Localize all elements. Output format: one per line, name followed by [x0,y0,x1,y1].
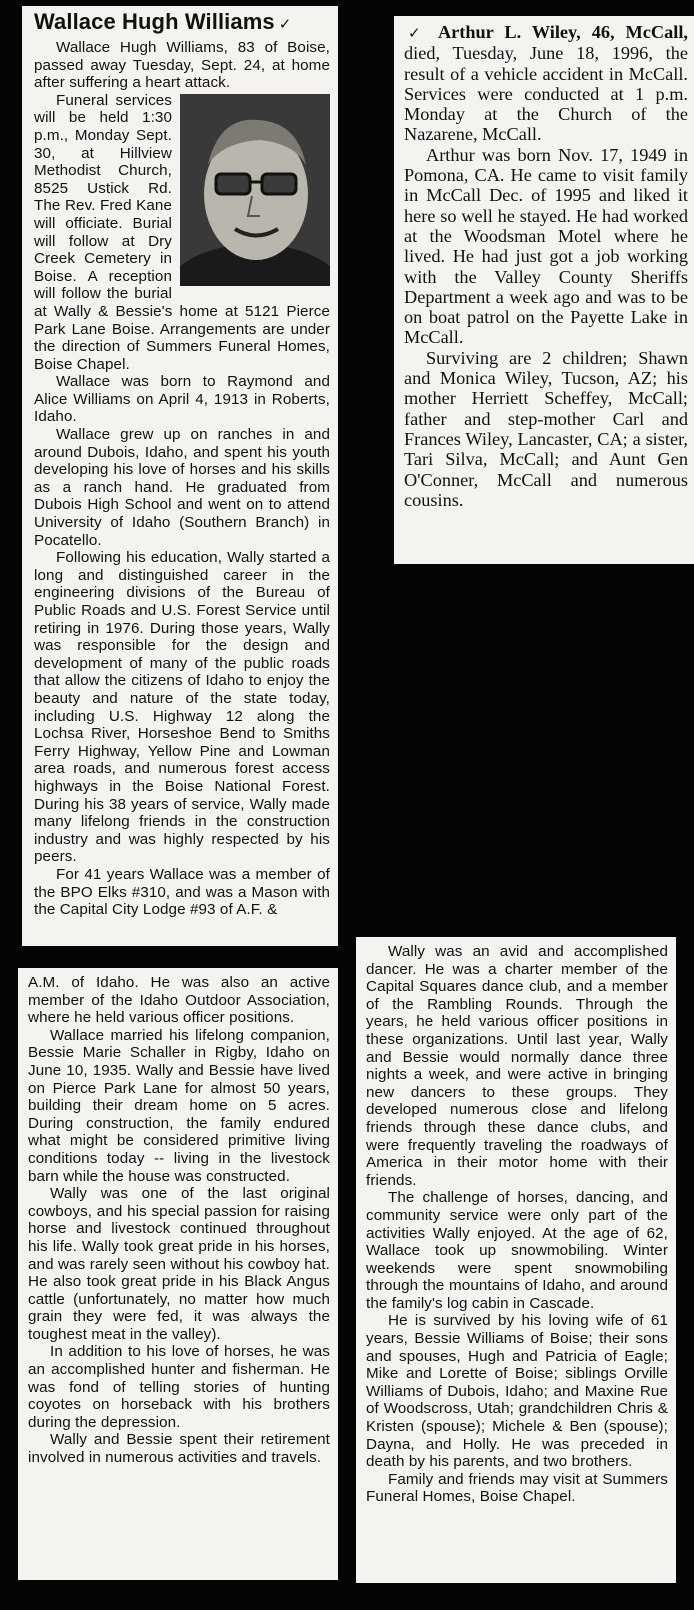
paragraph: Wally was one of the last original cowboys, and his special passion for raising horse and livestock continued throughout his life. Wally took great pride in his horses, and was rarely seen without his cowboy hat. He also took great pride in his Black Angus cattle (unfortunately, no matter how much grain they were fed, it was always the toughest meat in the valley). [28,1185,330,1343]
paragraph [404,22,688,145]
check-mark-icon: ✓ [278,15,292,33]
paragraph: A.M. of Idaho. He was also an active member of the Idaho Outdoor Association, where he held various officer positions. [28,974,330,1027]
paragraph: Following his education, Wally started a long and distinguished career in the engineering divisions of the Bureau of Public Roads and U.S. Forest Service until retiring in 1976. During those years, Wally was responsible for the design and development of many of the public roads that allow the citizens of Idaho to enjoy the beauty and nature of the state today, including U.S. Highway 12 along the Lochsa River, Horseshoe Bend to Smiths Ferry Highway, Yellow Pine and Lowman area roads, and numerous forest access highways in the Boise National Forest. During his 38 years of service, Wally made many lifelong friends in the construction industry and was highly respected by his peers. [34,549,330,866]
williams-clipping-part2 [18,968,338,1580]
paragraph-text: died, Tuesday, June 18, 1996, the result of a vehicle accident in McCall. Services were conducted at 1 p.m. Monday at the Church of the Nazarene, McCall. [404,43,688,145]
paragraph: Arthur was born Nov. 17, 1949 in Pomona, CA. He came to visit family in McCall Dec. of 1995 and liked it here so well he stayed. He had worked at the Woodsman Motel where he lived. He had just got a job working with the Valley County Sheriffs Department a week ago and was to be on boat patrol on the Payette Lake in McCall. [404,144,688,348]
wiley-clipping [394,16,694,564]
check-mark-icon: ✓ [408,24,427,42]
williams-clipping-part3 [356,937,676,1583]
paragraph: He is survived by his loving wife of 61 years, Bessie Williams of Boise; their sons and spouses, Hugh and Patricia of Eagle; Mike and Lorette of Boise; siblings Orville Williams of Dubois, Idaho; and Maxine Rue of Woodscross, Utah; grandchildren Chris & Kristen (spouse); Michele & Ben (spouse); Dayna, and Holly. He was preceded in death by his parents, and two brothers. [366,1312,668,1471]
paragraph: Wallace Hugh Williams, 83 of Boise, passed away Tuesday, Sept. 24, at home after suffering a heart attack. [34,39,330,92]
paragraph: Surviving are 2 children; Shawn and Monica Wiley, Tucson, AZ; his mother Herriett Scheffey, McCall; father and step-mother Carl and Frances Wiley, Lancaster, CA; a sister, Tari Silva, McCall; and Aunt Gen O'Conner, McCall and numerous cousins. [404,347,688,510]
paragraph: Wallace grew up on ranches in and around Dubois, Idaho, and spent his youth developing his love of horses and his skills as a ranch hand. He graduated from Dubois High School and went on to attend University of Idaho (Southern Branch) in Pocatello. [34,426,330,549]
paragraph: For 41 years Wallace was a member of the BPO Elks #310, and was a Mason with the Capital City Lodge #93 of A.F. & [34,865,330,919]
portrait-photo [180,94,330,286]
paragraph: In addition to his love of horses, he was an accomplished hunter and fisherman. He was fond of telling stories of hunting coyotes on horseback with his brothers during the depression. [28,1343,330,1431]
paragraph: The challenge of horses, dancing, and community service were only part of the activities Wally enjoyed. At the age of 62, Wallace took up snowmobiling. Winter weekends were spent snowmobiling through the mountains of Idaho, and around the family's log cabin in Cascade. [366,1189,668,1312]
paragraph: Wallace was born to Raymond and Alice Williams on April 4, 1913 in Roberts, Idaho. [34,373,330,426]
paragraph: Wallace married his lifelong companion, Bessie Marie Schaller in Rigby, Idaho on June 10, 1935. Wally and Bessie have lived on Pierce Park Lane for almost 50 years, building their dream home on 5 acres. During construction, the family endured what might be considered primitive living conditions today -- living in the livestock barn while the house was constructed. [28,1026,330,1185]
obituary-lead: Arthur L. Wiley, 46, McCall, [437,22,688,42]
paragraph: Family and friends may visit at Summers Funeral Homes, Boise Chapel. [366,1470,668,1506]
paragraph: Wally was an avid and accomplished dancer. He was a charter member of the Capital Squares dance club, and a member of the Rambling Rounds. Through the years, he held various officer positions in these organizations. Until last year, Wally and Bessie would normally dance three nights a week, and were active in bringing new dancers to these groups. They developed numerous close and lifelong friends through these dance clubs, and were frequently traveling the roadways of America in their motor home with their friends. [366,943,668,1189]
obituary-heading: Wallace Hugh Williams ✓ [34,9,292,34]
williams-clipping-part1 [22,6,338,946]
paragraph: Wally and Bessie spent their retirement involved in numerous activities and travels. [28,1431,330,1467]
paragraph: Funeral services will be held 1:30 p.m., Monday Sept. 30, at Hillview Methodist Church, 8525 Ustick Rd. The Rev. Fred Kane will officiate. Burial will follow at Dry Creek Cemetery in Boise. A reception will follow the burial at Wally & Bessie's home at 5121 Pierce Park Lane Boise. Arrangements are under the direction of Summers Funeral Homes, Boise Chapel. [34,91,330,373]
